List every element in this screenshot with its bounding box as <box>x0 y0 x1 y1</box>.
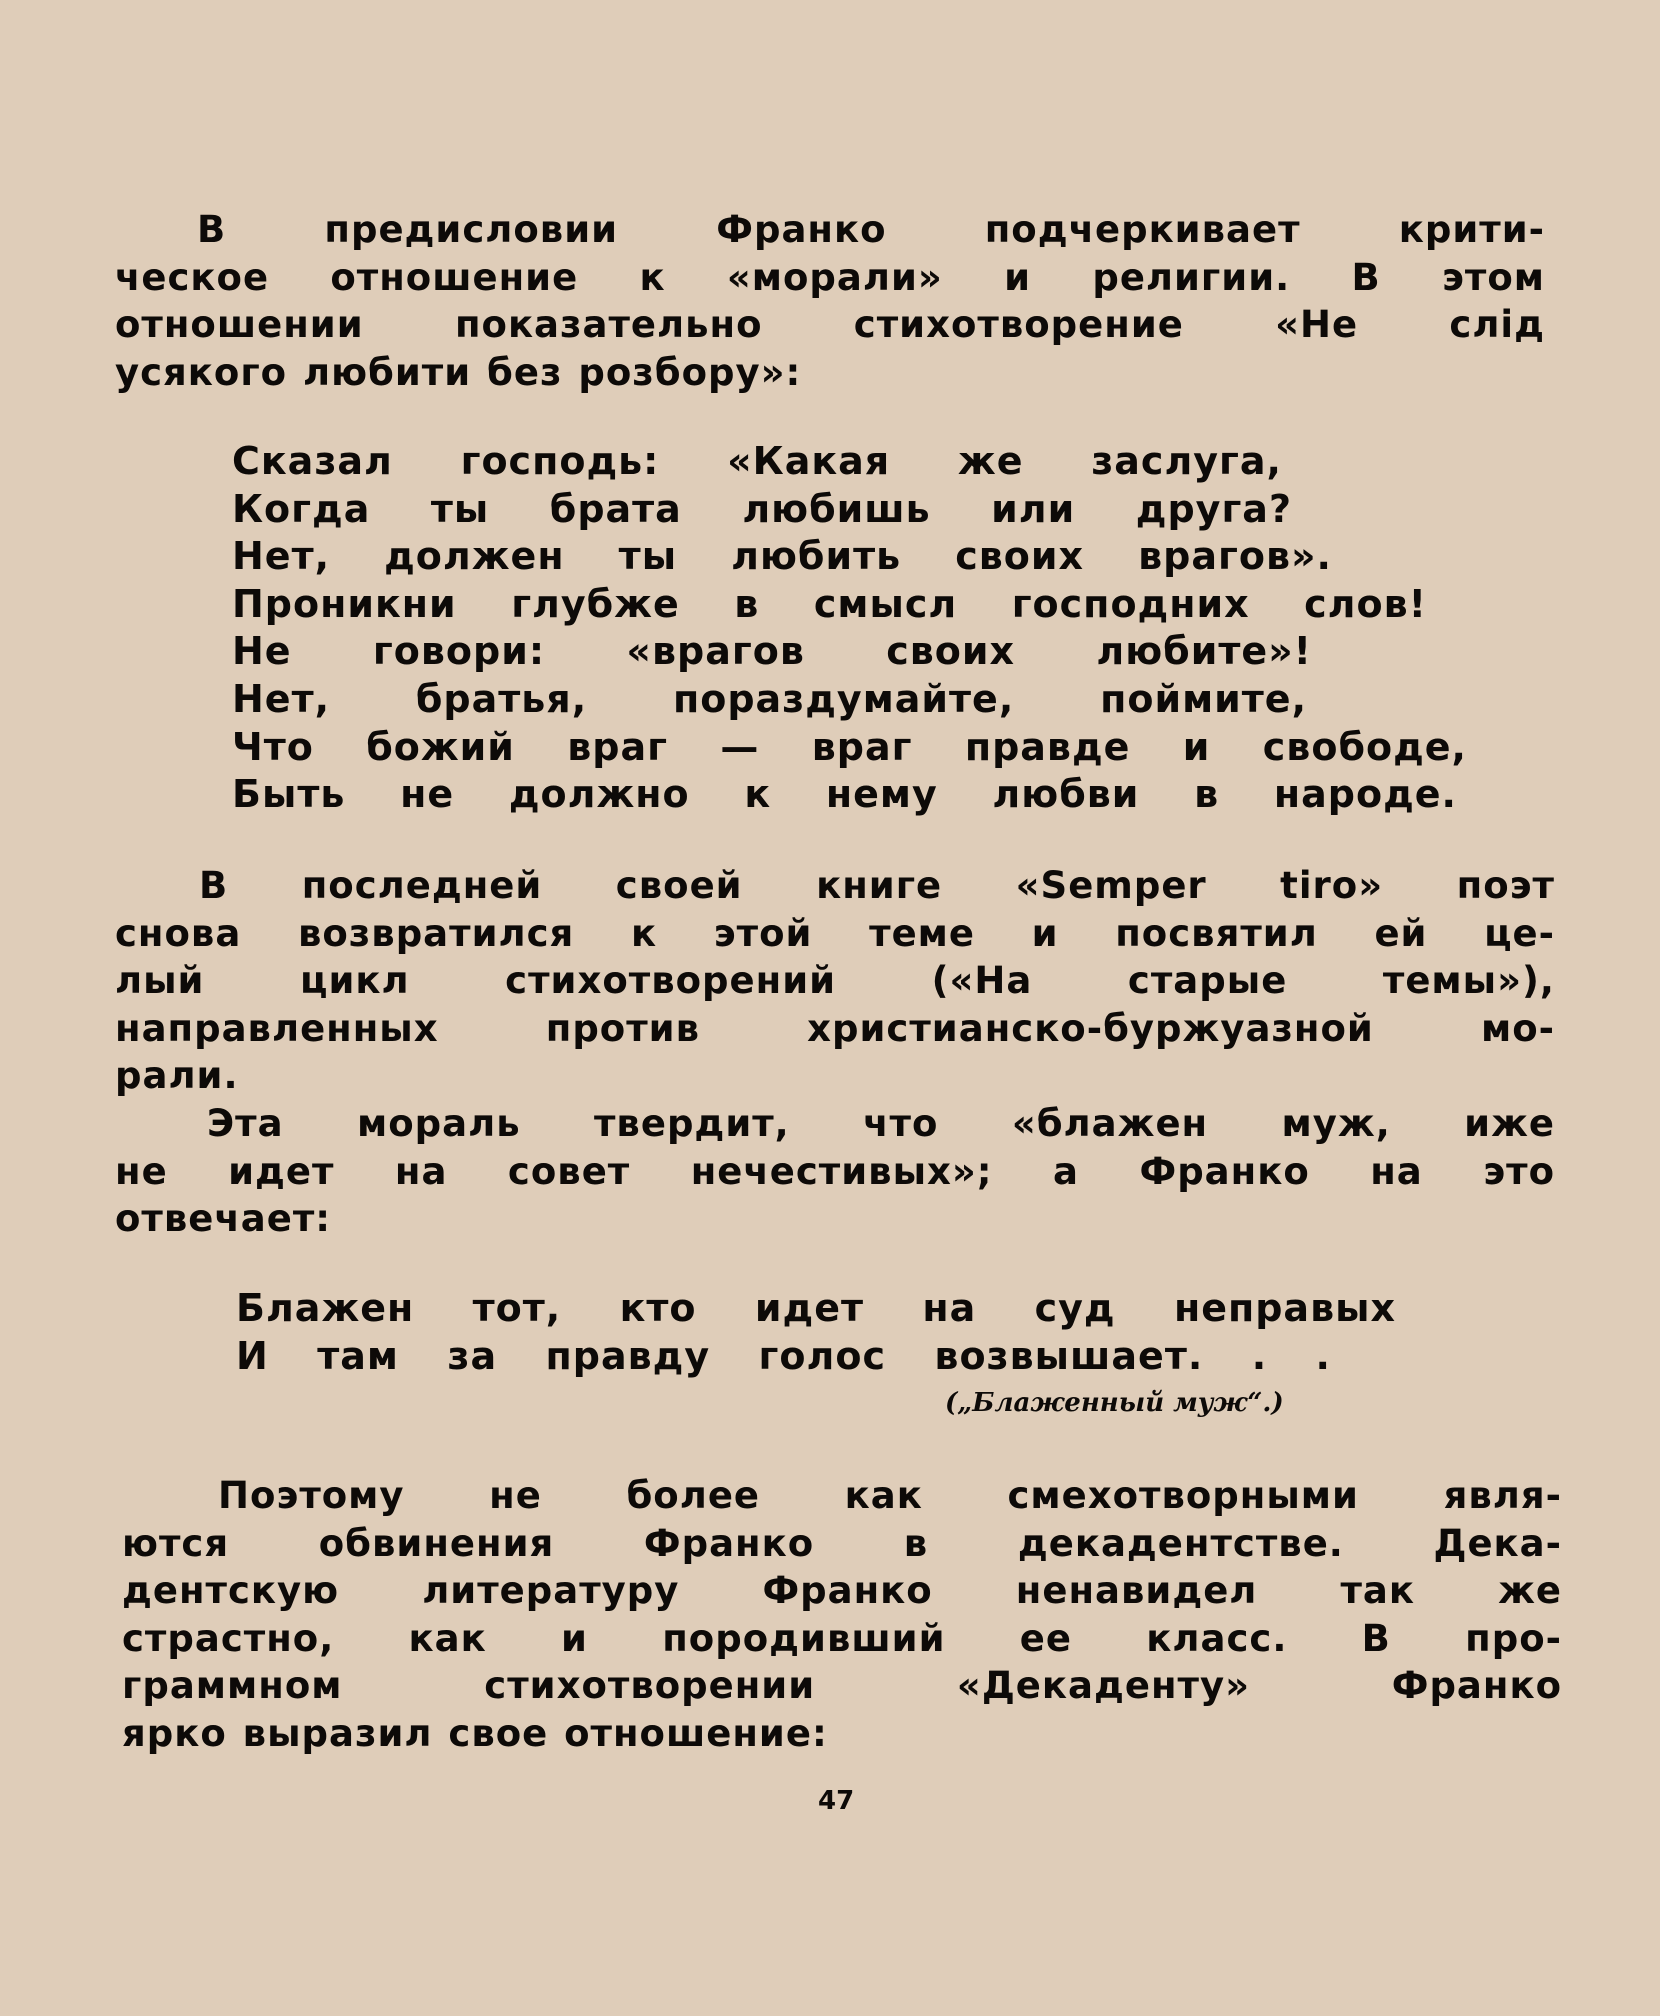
text-line: В последней своей книге «Semper tiro» поэт <box>199 864 1555 907</box>
verse-line: Когда ты брата любишь или друга? <box>232 486 1292 531</box>
verse-line: Что божий враг — враг правде и свободе, <box>232 724 1467 769</box>
text-line: не идет на совет нечестивых»; а Франко на это <box>115 1149 1555 1193</box>
text-line: ческое отношение к «морали» и религии. В этом <box>115 255 1545 299</box>
text-line: рали. <box>115 1054 239 1098</box>
text-line: граммном стихотворении «Декаденту» Франко <box>122 1664 1562 1708</box>
text-line: страстно, как и породивший ее класс. В про- <box>122 1616 1562 1660</box>
verse-love-enemies <box>232 438 1467 819</box>
verse-line: Не говори: «врагов своих любите»! <box>232 629 1312 674</box>
text-line: лый цикл стихотворений («На старые темы»), <box>115 959 1555 1003</box>
paragraph-semper-tiro <box>115 862 1555 1100</box>
verse-line: Нет, должен ты любить своих врагов». <box>232 534 1332 579</box>
text-line: ярко выразил свое отношение: <box>122 1711 828 1755</box>
text-line: дентскую литературу Франко ненавидел так же <box>122 1569 1562 1613</box>
paragraph-decadence <box>122 1472 1562 1758</box>
text-line: снова возвратился к этой теме и посвятил ей це- <box>115 911 1555 955</box>
paragraph-morality <box>115 1100 1555 1243</box>
verse-attribution: („Блаженный муж“.) <box>945 1388 1284 1418</box>
text-line: Эта мораль твердит, что «блажен муж, иже <box>207 1102 1555 1145</box>
text-line: Поэтому не более как смехотворными явля- <box>218 1474 1562 1517</box>
text-line: усякого любити без розбору»: <box>115 350 802 394</box>
verse-line: Блажен тот, кто идет на суд неправых <box>236 1286 1396 1330</box>
text-line: ются обвинения Франко в декадентстве. Дека- <box>122 1521 1562 1565</box>
text-line: отношении показательно стихотворение «Не слід <box>115 303 1545 347</box>
paragraph-preface <box>115 206 1545 396</box>
verse-line: Сказал господь: «Какая же заслуга, <box>232 439 1282 483</box>
text-line: отвечает: <box>115 1197 332 1241</box>
verse-blessed-man <box>236 1285 1396 1380</box>
verse-line: Нет, братья, пораздумайте, поймите, <box>232 676 1307 721</box>
text-line: В предисловии Франко подчеркивает крити- <box>197 208 1545 251</box>
verse-line: Быть не должно к нему любви в народе. <box>232 772 1457 817</box>
page-number: 47 <box>818 1786 855 1816</box>
verse-line: И там за правду голос возвышает. . . <box>236 1333 1331 1378</box>
text-line: направленных против христианско-буржуазной мо- <box>115 1006 1555 1050</box>
verse-line: Проникни глубже в смысл господних слов! <box>232 581 1427 626</box>
